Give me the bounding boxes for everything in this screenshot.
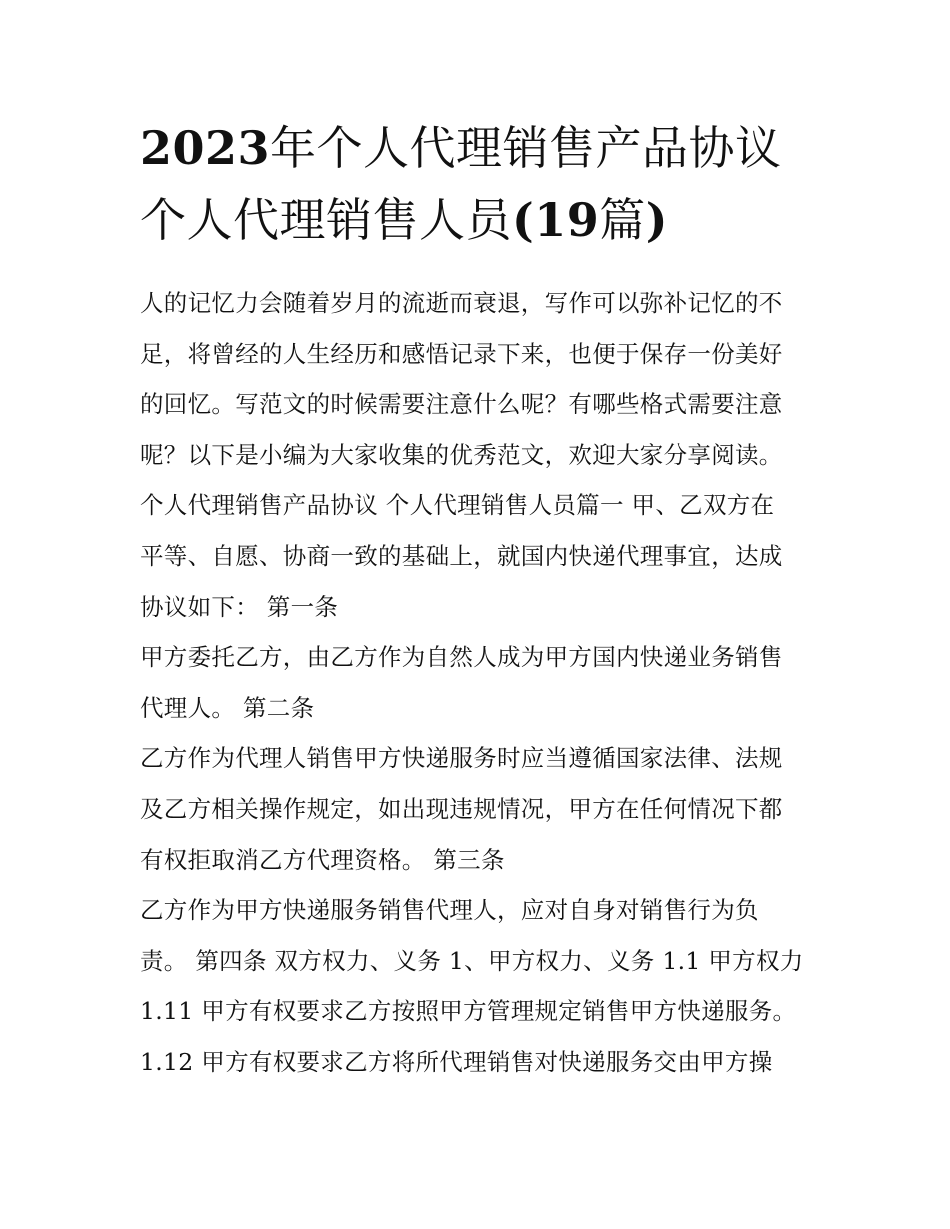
body-line: 甲方委托乙方，由乙方作为自然人成为甲方国内快递业务销售: [140, 643, 783, 672]
document-page: [140, 112, 815, 1088]
title-year: 2023: [140, 121, 271, 175]
body-line: 代理人。 第二条: [140, 693, 315, 722]
body-line: 的回忆。写范文的时候需要注意什么呢？有哪些格式需要注意: [140, 390, 783, 419]
title-count: (19: [512, 193, 600, 247]
body-line: 及乙方相关操作规定，如出现违规情况，甲方在任何情况下都: [140, 794, 783, 823]
body-line: 足，将曾经的人生经历和感悟记录下来，也便于保存一份美好: [140, 339, 783, 368]
body-line: 呢？以下是小编为大家收集的优秀范文，欢迎大家分享阅读。: [140, 440, 783, 469]
body-line: 个人代理销售产品协议 个人代理销售人员篇一 甲、乙双方在: [140, 491, 775, 520]
body-line: 有权拒取消乙方代理资格。 第三条: [140, 845, 505, 874]
body-line: 乙方作为甲方快递服务销售代理人，应对自身对销售行为负: [140, 896, 759, 925]
body-line: 责。 第四条 双方权力、义务 1、甲方权力、义务 1.1 甲方权力: [140, 946, 804, 975]
document-body: [140, 278, 815, 1088]
body-line: 1.11 甲方有权要求乙方按照甲方管理规定销售甲方快递服务。: [140, 997, 797, 1026]
body-line: 平等、自愿、协商一致的基础上，就国内快递代理事宜，达成: [140, 541, 783, 570]
body-line: 乙方作为代理人销售甲方快递服务时应当遵循国家法律、法规: [140, 744, 783, 773]
title-line-2-text: 个人代理销售人员: [140, 193, 512, 247]
title-close-paren: ): [645, 193, 669, 247]
body-line: 协议如下： 第一条: [140, 592, 339, 621]
title-line-1-text: 年个人代理销售产品协议: [270, 121, 782, 175]
title-line-1: [140, 112, 815, 184]
document-title: [140, 112, 815, 256]
title-line-2: [140, 184, 815, 256]
title-count-unit: 篇: [599, 193, 646, 247]
body-line: 人的记忆力会随着岁月的流逝而衰退，写作可以弥补记忆的不: [140, 289, 783, 317]
body-line: 1.12 甲方有权要求乙方将所代理销售对快递服务交由甲方操: [140, 1047, 773, 1076]
